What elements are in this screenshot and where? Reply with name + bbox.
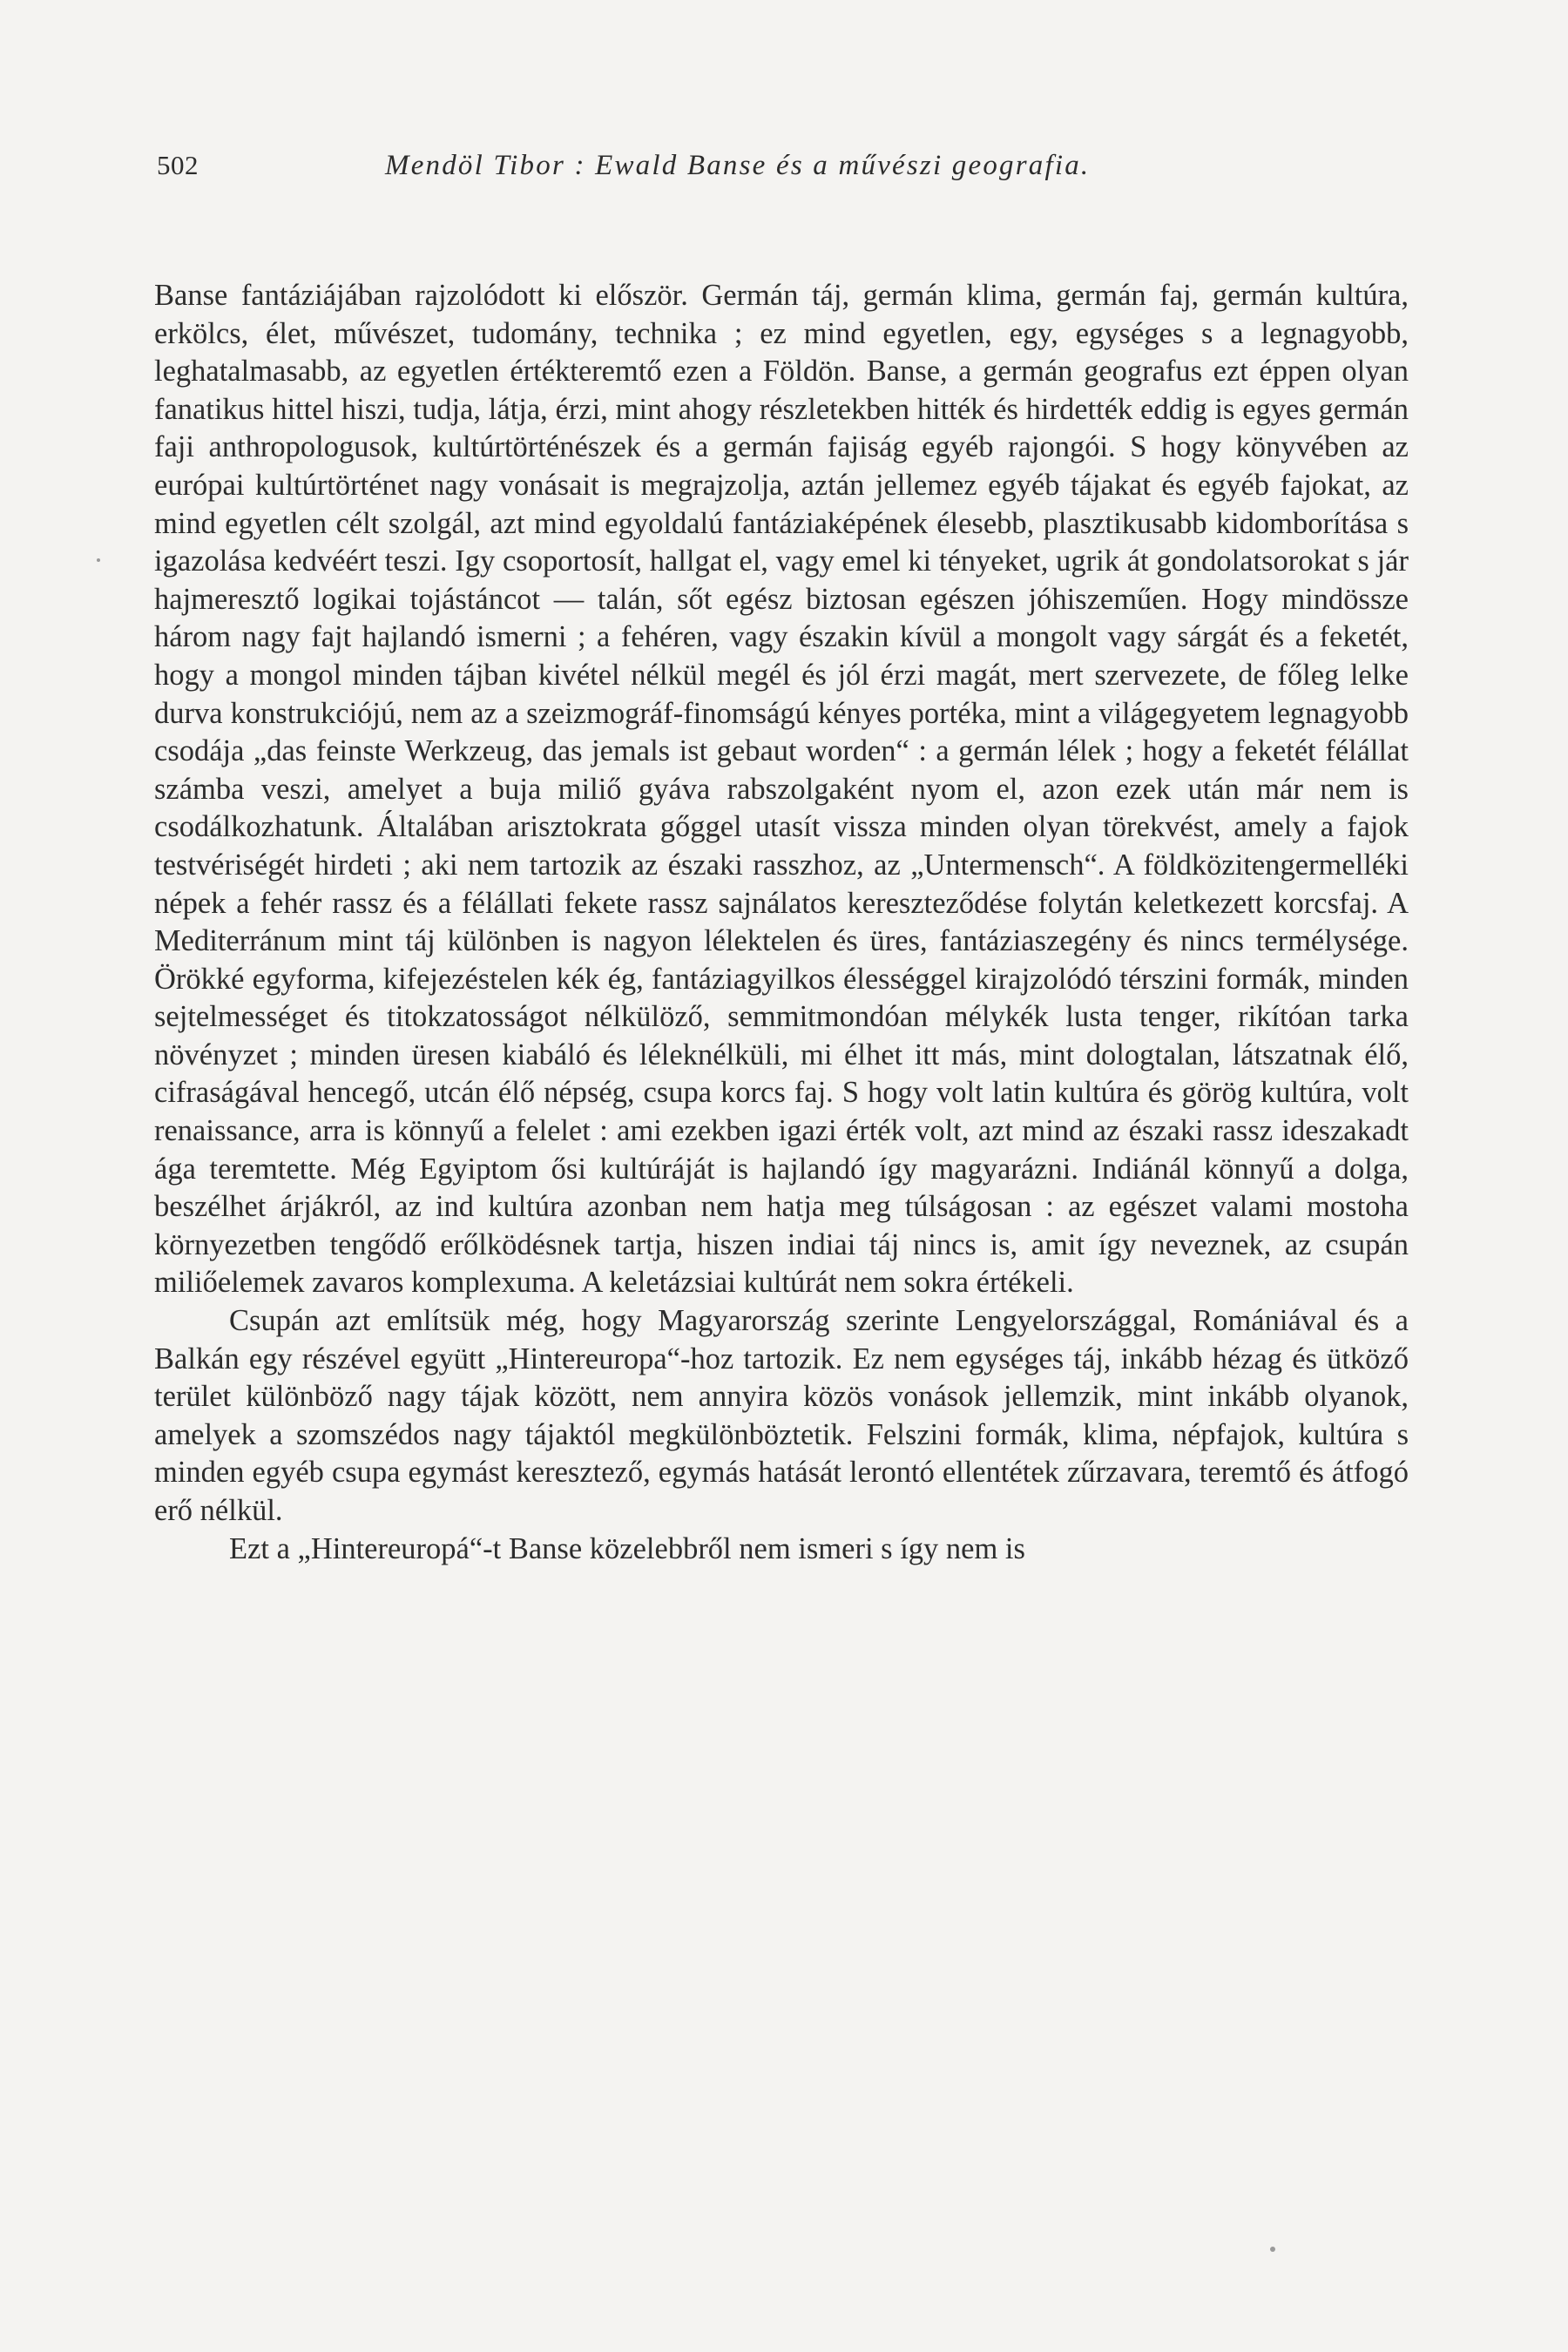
page-number: 502 [157,150,199,180]
page-header [157,141,1411,193]
paper-speck [1270,2247,1275,2252]
body-text [154,277,1409,1568]
paragraph-3: Ezt a „Hintereuropá“-t Banse közelebbről nem ismeri s így nem is [229,1531,1025,1565]
paragraph-1: Banse fantáziájában rajzolódott ki először. Germán táj, germán klima, germán faj, germán kultúra, erkölcs, élet, művészet, tudomány, technika ; ez mind egyetlen, egy, egységes s a legnagyobb, leghatalmasabb, az egyetlen értékteremtő ezen a Földön. Banse, a germán geografus ezt éppen olyan fanatikus hittel hiszi, tudja, látja, érzi, mint ahogy részletekben hitték és hirdették eddig is egyes germán faji anthropologusok, kultúrtörténészek és a germán fajiság egyéb rajongói. S hogy könyvében az európai kultúrtörténet nagy vonásait is megrajzolja, aztán jellemez egyéb tájakat és egyéb fajokat, az mind egyetlen célt szolgál, azt mind egyoldalú fantáziaképének élesebb, plasztikusabb kidomborítása s igazolása kedvéért teszi. Igy csoportosít, hallgat el, vagy emel ki tényeket, ugrik át gondolatsorokat s jár hajmeresztő logikai tojástáncot — talán, sőt egész biztosan egészen jóhiszeműen. Hogy mindössze három nagy fajt hajlandó ismerni ; a fehéren, vagy északin kívül a mongolt vagy sárgát és a feketét, hogy a mongol minden tájban kivétel nélkül megél és jól érzi magát, mert szervezete, de főleg lelke durva konstrukciójú, nem az a szeizmográf-finomságú kényes portéka, mint a világegyetem legnagyobb csodája „das feinste Werkzeug, das jemals ist gebaut worden“ : a germán lélek ; hogy a feketét félállat számba veszi, amelyet a buja miliő gyáva rabszolgaként nyom el, azon ezek után már nem is csodálkozhatunk. Általában arisztokrata gőggel utasít vissza minden olyan törekvést, amely a fajok testvériségét hirdeti ; aki nem tartozik az északi rasszhoz, az „Untermensch“. A földközitengermelléki népek a fehér rassz és a félállati fekete rassz sajnálatos kereszteződése folytán keletkezett korcsfaj. A Mediterránum mint táj különben is nagyon lélektelen és üres, fantáziaszegény és nincs termélysége. Örökké egyforma, kifejezéstelen kék ég, fantáziagyilkos élességgel kirajzolódó térszini formák, minden sejtelmességet és titokzatosságot nélkülöző, semmitmondóan mélykék lusta tenger, rikítóan tarka növényzet ; minden üresen kiabáló és léleknélküli, mi élhet itt más, mint dologtalan, látszatnak élő, cifraságával hencegő, utcán élő népség, csupa korcs faj. S hogy volt latin kultúra és görög kultúra, volt renaissance, arra is könnyű a felelet : ami ezekben igazi érték volt, azt mind az északi rassz ideszakadt ága teremtette. Még Egyiptom ősi kultúráját is hajlandó így magyarázni. Indiánál könnyű a dolga, beszélhet árjákról, az ind kultúra azonban nem hatja meg túlságosan : az egészet valami mostoha környezetben tengődő erőlködésnek tartja, hiszen indiai táj nincs is, amit így neveznek, az csupán miliőelemek zavaros komplexuma. A keletázsiai kultúrát nem sokra értékeli. [154,279,1409,1300]
paragraph-2: Csupán azt említsük még, hogy Magyarország szerinte Lengyelországgal, Romániával és a Balkán egy részével együtt „Hintereuropa“-hoz tartozik. Ez nem egységes táj, inkább hézag és ütköző terület különböző nagy tájak között, nem annyira közös vonások jellemzik, mint inkább olyanok, amelyek a szomszédos nagy tájaktól megkülönböztetik. Felszini formák, klima, népfajok, kultúra s minden egyéb csupa egymást keresztező, egymás hatását lerontó ellentétek zűrzavara, teremtő és átfogó erő nélkül. [154,1304,1409,1527]
paper-speck [97,558,100,562]
running-title: Mendöl Tibor : Ewald Banse és a művészi geografia. [385,150,1091,181]
